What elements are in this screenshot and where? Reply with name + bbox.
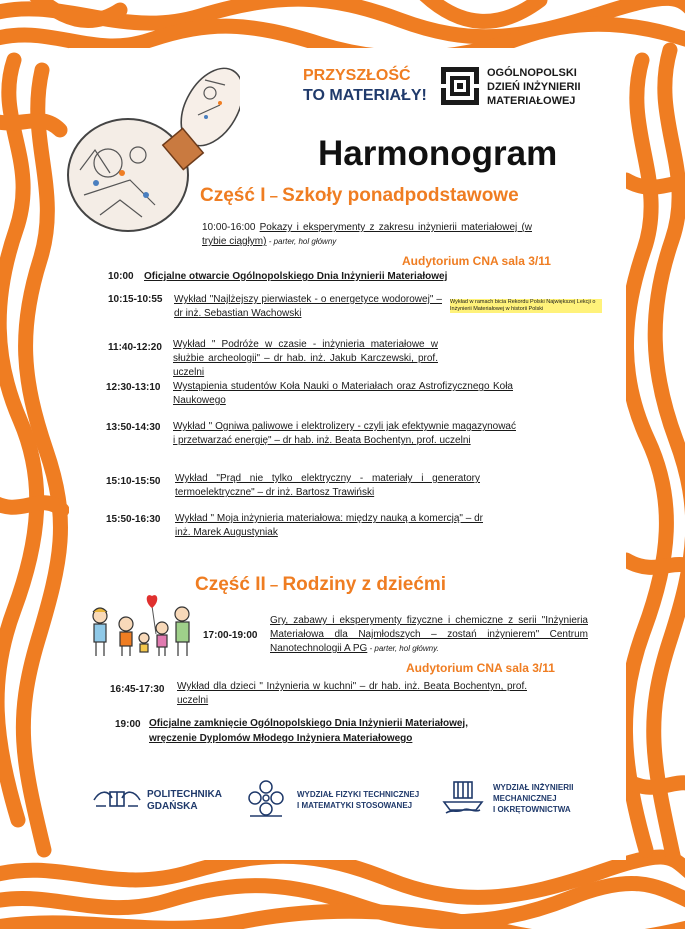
page-title: Harmonogram bbox=[318, 134, 558, 173]
schedule-time: 11:40-12:20 bbox=[108, 342, 162, 353]
part1-intro bbox=[202, 221, 532, 249]
part1-room: Audytorium CNA sala 3/11 bbox=[402, 254, 551, 268]
slogan-line2: TO MATERIAŁY! bbox=[303, 87, 427, 104]
closing-time: 19:00 bbox=[115, 719, 141, 730]
record-note: Wykład w ramach bicia Rekordu Polski Największej Lekcji o Inżynierii Materiałowej w historii Polski bbox=[450, 299, 602, 313]
wimio-name-line2: MECHANICZNEJ bbox=[493, 794, 557, 803]
ftims-name-line2: I MATEMATYKI STOSOWANEJ bbox=[297, 801, 413, 810]
schedule-item-opening: Oficjalne otwarcie Ogólnopolskiego Dnia Inżynierii Materiałowej bbox=[144, 271, 448, 282]
schedule-time: 12:30-13:10 bbox=[106, 382, 161, 393]
slogan-line1: PRZYSZŁOŚĆ bbox=[303, 67, 411, 84]
family-illustration bbox=[86, 594, 196, 660]
pg-name-line2: GDAŃSKA bbox=[147, 801, 198, 812]
part2-room: Audytorium CNA sala 3/11 bbox=[406, 661, 555, 675]
schedule-item-text: Wykład " Ogniwa paliwowe i elektrolizery - czyli jak efektywnie magazynować i przetwarzać energię" – dr hab. inż. Beata Bochentyn, prof. uczelni bbox=[173, 421, 516, 446]
lightbulb-illustration bbox=[60, 55, 240, 240]
event-name-line2: DZIEŃ INŻYNIERII bbox=[487, 81, 581, 93]
part2-item-text: Wykład dla dzieci " Inżynieria w kuchni" – dr hab. inż. Beata Bochentyn, prof. uczelni bbox=[177, 681, 527, 706]
schedule-time: 10:15-10:55 bbox=[108, 294, 163, 305]
pg-logo-icon bbox=[92, 786, 142, 812]
ftims-logo-icon bbox=[244, 778, 288, 820]
part1-heading bbox=[200, 185, 519, 207]
schedule-time: 15:10-15:50 bbox=[106, 476, 161, 487]
ftims-name-line1: WYDZIAŁ FIZYKI TECHNICZNEJ bbox=[297, 790, 420, 799]
schedule-time: 10:00 bbox=[108, 271, 134, 282]
event-name-line3: MATERIAŁOWEJ bbox=[487, 95, 576, 107]
schedule-time: 15:50-16:30 bbox=[106, 514, 161, 525]
part2-heading-sep: – bbox=[265, 577, 283, 594]
schedule-item-text: Wykład "Prąd nie tylko elektryczny - materiały i generatory termoelektryczne" – dr inż. Bartosz Trawiński bbox=[175, 473, 480, 498]
part2-intro-text: Gry, zabawy i eksperymenty fizyczne i chemiczne z serii "Inżynieria Materiałowa dla Najmłodszych – zostań inżynierem" Centrum Nanotechnologii A PG bbox=[270, 615, 588, 654]
schedule-item-text: Wystąpienia studentów Koła Nauki o Materiałach oraz Astrofizycznego Koła Naukowego bbox=[173, 381, 513, 406]
part1-intro-text: Pokazy i eksperymenty z zakresu inżynierii materiałowej (w trybie ciągłym) bbox=[202, 222, 532, 247]
part2-intro bbox=[270, 614, 588, 656]
part1-heading-rest: Szkoły ponadpodstawowe bbox=[282, 185, 519, 206]
part2-intro-time: 17:00-19:00 bbox=[203, 630, 258, 641]
wimio-logo-icon bbox=[442, 778, 484, 814]
part1-intro-time: 10:00-16:00 bbox=[202, 222, 256, 233]
part1-heading-prefix: Część I bbox=[200, 185, 266, 206]
event-name-line1: OGÓLNOPOLSKI bbox=[487, 67, 577, 79]
pg-name-line1: POLITECHNIKA bbox=[147, 789, 222, 800]
schedule-item-text: Wykład " Podróże w czasie - inżynieria materiałowe w służbie archeologii" – dr hab. inż. Jakub Karczewski, prof. uczelni bbox=[173, 339, 438, 378]
part2-heading bbox=[195, 574, 446, 596]
schedule-item-text: Wykład " Moja inżynieria materiałowa: między nauką a komercją" – dr inż. Marek Augustyniak bbox=[175, 513, 483, 538]
event-logo-icon bbox=[440, 66, 480, 106]
schedule-item-text: Wykład "Najlżejszy pierwiastek - o energetyce wodorowej" – dr inż. Sebastian Wachowski bbox=[174, 294, 442, 319]
wimio-name-line3: I OKRĘTOWNICTWA bbox=[493, 805, 571, 814]
part2-heading-prefix: Część II bbox=[195, 574, 266, 595]
closing-line2: wręczenie Dyplomów Młodego Inżyniera Materiałowego bbox=[149, 733, 413, 744]
closing-line1: Oficjalne zamknięcie Ogólnopolskiego Dnia Inżynierii Materiałowej, bbox=[149, 718, 468, 729]
part1-intro-location: - parter, hol główny bbox=[266, 237, 337, 246]
wimio-name-line1: WYDZIAŁ INŻYNIERII bbox=[493, 783, 574, 792]
part2-heading-rest: Rodziny z dziećmi bbox=[282, 574, 447, 595]
part1-heading-sep: – bbox=[265, 188, 283, 205]
schedule-time: 13:50-14:30 bbox=[106, 422, 161, 433]
part2-item-time: 16:45-17:30 bbox=[110, 684, 165, 695]
part2-intro-location: - parter, hol główny. bbox=[367, 644, 439, 653]
